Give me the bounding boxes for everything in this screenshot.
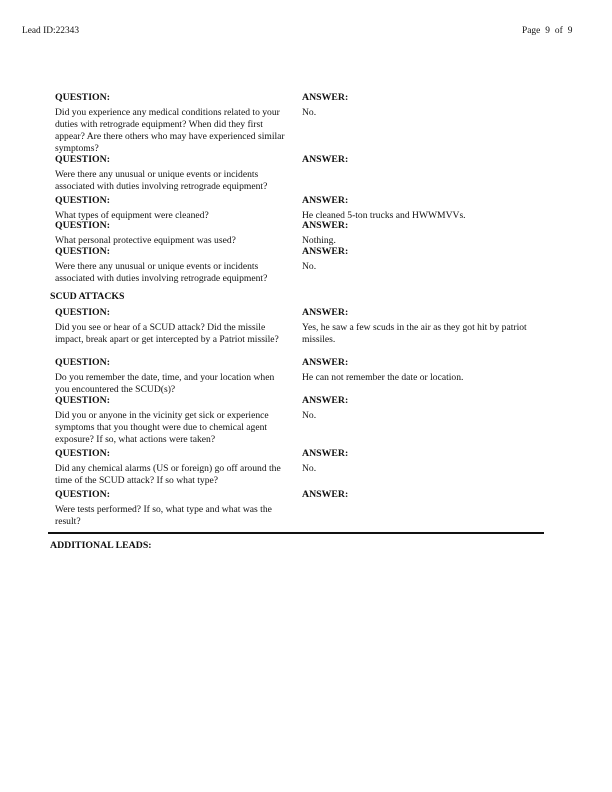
question-text: Were there any unusual or unique events or incidents associated with duties involving retrograde equipment?: [55, 169, 268, 192]
question-label: QUESTION:: [55, 357, 110, 368]
question-text: Did you experience any medical conditions related to your duties with retrograde equipment? When did they first appear? Are there others who may have experienced similar symptoms?: [55, 107, 285, 154]
answer: [302, 307, 552, 346]
question-label: QUESTION:: [55, 92, 110, 103]
question: [55, 195, 287, 222]
answer-text: Nothing.: [302, 235, 336, 246]
question-label: QUESTION:: [55, 154, 110, 165]
answer: [302, 154, 552, 169]
answer-text: No.: [302, 463, 317, 474]
question-label: QUESTION:: [55, 448, 110, 459]
section-divider: [48, 532, 544, 534]
question: [55, 246, 287, 285]
page-num: 9: [545, 26, 550, 36]
additional-leads-heading: ADDITIONAL LEADS:: [50, 540, 152, 551]
question-text: What types of equipment were cleaned?: [55, 210, 209, 221]
answer-label: ANSWER:: [302, 220, 349, 231]
answer-label: ANSWER:: [302, 357, 349, 368]
answer-text: Yes, he saw a few scuds in the air as they got hit by patriot missiles.: [302, 322, 527, 345]
answer-label: ANSWER:: [302, 448, 349, 459]
question: [55, 357, 287, 396]
question: [55, 307, 287, 346]
question: [55, 92, 287, 155]
of-word: of: [554, 26, 563, 36]
question-text: Did you see or hear of a SCUD attack? Did the missile impact, break apart or get intercepted by a Patriot missile?: [55, 322, 279, 345]
answer: [302, 448, 552, 475]
answer-label: ANSWER:: [302, 489, 349, 500]
answer-text: No.: [302, 107, 317, 118]
question: [55, 220, 287, 247]
question-label: QUESTION:: [55, 395, 110, 406]
answer-text: No.: [302, 410, 317, 421]
answer-label: ANSWER:: [302, 395, 349, 406]
question: [55, 395, 287, 446]
answer: [302, 357, 552, 384]
answer-label: ANSWER:: [302, 154, 349, 165]
question-text: Did any chemical alarms (US or foreign) go off around the time of the SCUD attack? If so what type?: [55, 463, 281, 486]
question-text: Do you remember the date, time, and your location when you encountered the SCUD(s)?: [55, 372, 275, 395]
answer-text: He can not remember the date or location.: [302, 372, 464, 383]
question-text: What personal protective equipment was used?: [55, 235, 236, 246]
answer: [302, 195, 552, 222]
page-word: Page: [522, 26, 541, 36]
question: [55, 154, 287, 193]
answer-label: ANSWER:: [302, 195, 349, 206]
answer: [302, 220, 552, 247]
question-text: Were there any unusual or unique events or incidents associated with duties involving retrograde equipment?: [55, 261, 268, 284]
answer: [302, 92, 552, 119]
question: [55, 489, 287, 528]
question-label: QUESTION:: [55, 195, 110, 206]
answer: [302, 395, 552, 422]
page-total: 9: [567, 26, 573, 36]
question-text: Were tests performed? If so, what type and what was the result?: [55, 504, 272, 527]
answer: [302, 489, 552, 504]
answer-label: ANSWER:: [302, 307, 349, 318]
question: [55, 448, 287, 487]
answer-text: No.: [302, 261, 317, 272]
answer-label: ANSWER:: [302, 92, 349, 103]
answer: [302, 246, 552, 273]
question-label: QUESTION:: [55, 220, 110, 231]
lead-id: Lead ID:22343: [22, 26, 80, 36]
question-text: Did you or anyone in the vicinity get sick or experience symptoms that you thought were due to chemical agent exposure? If so, what actions were taken?: [55, 410, 269, 445]
page-number: [522, 25, 577, 37]
answer-label: ANSWER:: [302, 246, 349, 257]
section-heading-scud-attacks: SCUD ATTACKS: [50, 291, 125, 302]
question-label: QUESTION:: [55, 246, 110, 257]
answer-text: He cleaned 5-ton trucks and HWWMVVs.: [302, 210, 466, 221]
question-label: QUESTION:: [55, 489, 110, 500]
question-label: QUESTION:: [55, 307, 110, 318]
